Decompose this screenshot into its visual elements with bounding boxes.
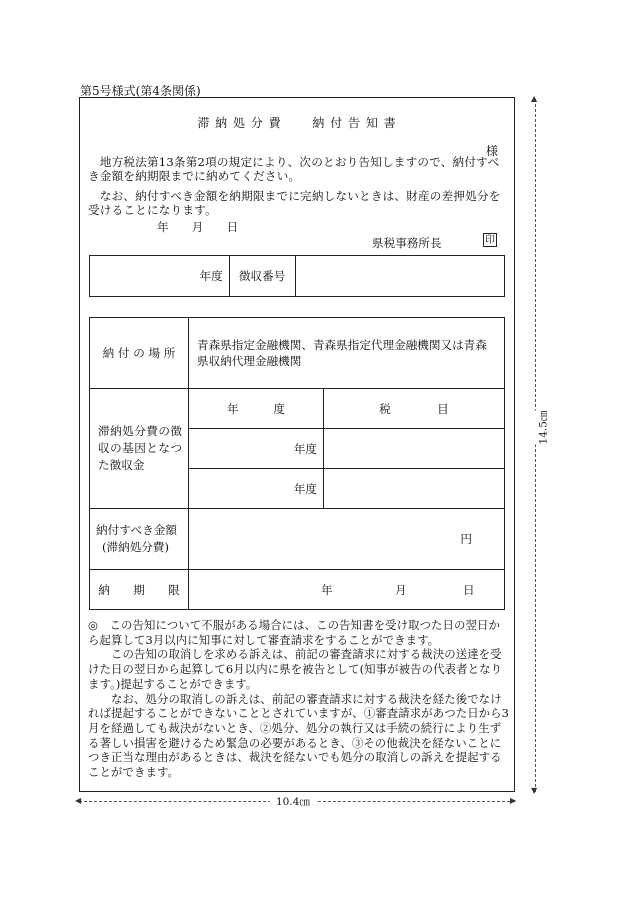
arrow-left-icon: ◀ xyxy=(75,796,82,805)
arrow-up-icon: ▲ xyxy=(531,94,538,103)
issuing-office: 県税事務所長 xyxy=(372,236,442,250)
width-dimension-label: 10.4㎝ xyxy=(270,794,316,809)
deadline-year: 年 xyxy=(321,583,333,597)
document-title: 滞 納 処 分 費 納 付 告 知 書 xyxy=(197,116,397,130)
deadline-month: 月 xyxy=(395,583,407,597)
tax-item-header: 税 目 xyxy=(324,389,505,429)
notice-paragraph-1-text: この告知について不服がある場合には、この告知書を受け取つた日の翌日から起算して3月以内に知事に対して審査請求をすることができます。 xyxy=(88,618,501,647)
form-number-label: 第5号様式(第4条関係) xyxy=(80,84,201,98)
notice-paragraph-2 xyxy=(88,647,510,691)
height-dimension-line xyxy=(535,99,537,792)
year-label: 年度 xyxy=(199,269,223,283)
intro-paragraph-1 xyxy=(88,155,508,183)
cause-row-year: 年度 xyxy=(189,469,324,509)
deadline-day: 日 xyxy=(463,583,475,597)
height-dimension-label: 14.5㎝ xyxy=(533,411,552,445)
intro-paragraph-2 xyxy=(88,189,508,217)
amount-label xyxy=(90,509,189,570)
year-collection-table xyxy=(89,255,505,297)
collection-number-value xyxy=(295,256,504,297)
collection-number-label: 徴収番号 xyxy=(229,256,295,297)
amount-label-line-1: 納付すべき金額 xyxy=(96,523,177,537)
arrow-down-icon: ▼ xyxy=(531,786,538,795)
intro-paragraph-1-text: 地方税法第13条第2項の規定により、次のとおり告知しますので、納付すべき金額を納期限までに納めてください。 xyxy=(88,155,500,183)
amount-value xyxy=(189,509,505,570)
cause-row-tax-item xyxy=(324,469,505,509)
arrow-right-icon: ▶ xyxy=(510,796,517,805)
notice-mark: ◎ xyxy=(88,618,99,632)
year-cell xyxy=(90,256,230,297)
intro-paragraph-2-text: なお、納付すべき金額を納期限までに完納しないときは、財産の差押処分を受けることになります。 xyxy=(88,189,501,217)
amount-label-line-2: (滞納処分費) xyxy=(102,540,170,554)
payment-place-label: 納 付 の 場 所 xyxy=(90,318,189,389)
collection-cause-label: 滞納処分費の徴収の基因となつた徴収金 xyxy=(90,389,189,509)
issue-date: 年 月 日 xyxy=(157,220,239,234)
deadline-value xyxy=(189,570,505,610)
notice-paragraph-1 xyxy=(88,618,510,647)
deadline-label: 納 期 限 xyxy=(90,570,189,610)
year-header: 年 度 xyxy=(189,389,324,429)
addressee-suffix: 様 xyxy=(486,144,499,158)
notice-paragraph-3-text: なお、処分の取消しの訴えは、前記の審査請求に対する裁決を経た後でなければ提起することができないこととされていますが、①審査請求があつた日から3月を経過しても裁決がないとき、②処分、処分の執行又は手続の続行により生ずる著しい損害を避けるため緊急の必要があるとき、③その他裁決を経ないことにつき正当な理由があるときは、裁決を経ないでも処分の取消しの訴えを提起することができます。 xyxy=(88,691,510,780)
cause-row-year: 年度 xyxy=(189,429,324,469)
cause-row-tax-item xyxy=(324,429,505,469)
payment-place-value: 青森県指定金融機関、青森県指定代理金融機関又は青森県収納代理金融機関 xyxy=(189,318,505,389)
notice-paragraph-2-text: この告知の取消しを求める訴えは、前記の審査請求に対する裁決の送達を受けた日の翌日から起算して6月以内に県を被告として(知事が被告の代表者となります。)提起することができます。 xyxy=(88,647,503,691)
seal-mark: 印 xyxy=(485,235,495,246)
notice-paragraph-3 xyxy=(88,692,510,780)
amount-unit: 円 xyxy=(460,532,472,546)
appeal-notice xyxy=(88,618,510,780)
main-notice-table xyxy=(89,317,505,610)
